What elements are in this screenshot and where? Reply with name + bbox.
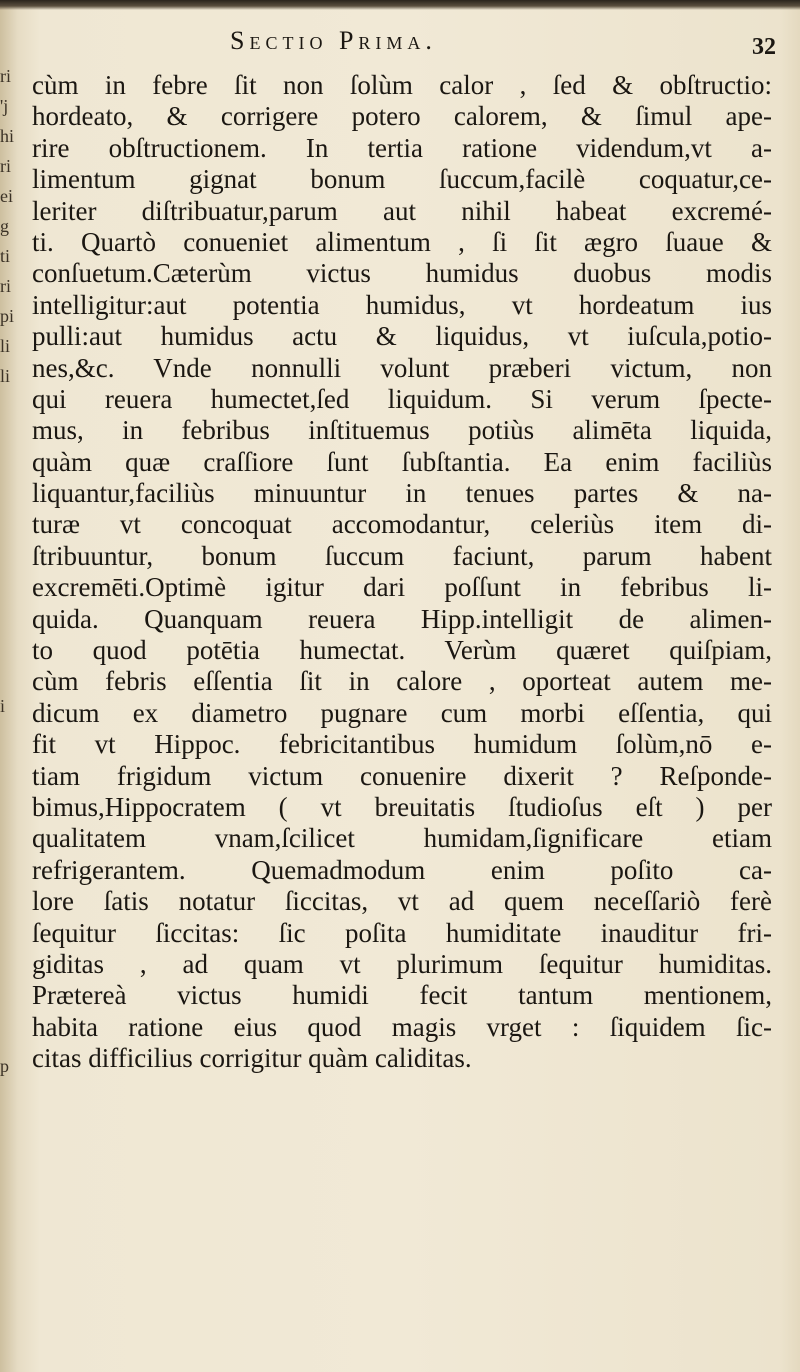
text-line: conſuetum.Cæterùm victus humidus duobus modis (32, 258, 772, 289)
text-line: quida. Quanquam reuera Hipp.intelligit de alimen- (32, 603, 772, 634)
text-line: qualitatem vnam,ſcilicet humidam,ſignificare etiam (32, 823, 772, 854)
text-line: cùm febris eſſentia ſit in calore , oporteat autem me- (32, 666, 772, 697)
text-line: quàm quæ craſſiore ſunt ſubſtantia. Ea enim faciliùs (32, 446, 772, 477)
margin-mark (0, 1110, 20, 1140)
margin-mark (0, 990, 20, 1020)
margin-mark (0, 570, 20, 600)
margin-mark (0, 540, 20, 570)
text-line: lore ſatis notatur ſiccitas, vt ad quem neceſſariò ferè (32, 886, 772, 917)
text-line: citas difficilius corrigitur quàm caliditas. (32, 1043, 472, 1074)
margin-mark (0, 390, 20, 420)
margin-mark: ei (0, 186, 13, 206)
margin-mark (0, 1260, 20, 1290)
margin-mark: ri (0, 66, 11, 86)
body-text (32, 70, 772, 1075)
margin-mark (0, 600, 20, 630)
margin-mark (0, 1230, 20, 1260)
margin-mark: li (0, 336, 11, 356)
margin-mark (0, 510, 20, 540)
margin-mark (0, 930, 20, 960)
text-line: qui reuera humectet,ſed liquidum. Si verum ſpecte- (32, 383, 772, 414)
margin-mark (0, 660, 20, 690)
text-line: rire obſtructionem. In tertia ratione videndum,vt a- (32, 132, 772, 163)
running-title: Sectio Prima. (230, 26, 437, 55)
text-line: cùm in febre ſit non ſolùm calor , ſed & obſtructio: (32, 70, 772, 100)
margin-mark (0, 1200, 20, 1230)
margin-mark (0, 420, 20, 450)
margin-mark (0, 840, 20, 870)
text-line: mus, in febribus inſtituemus potiùs alimēta liquida, (32, 415, 772, 446)
margin-mark: ti (0, 246, 11, 266)
text-line: Prætereà victus humidi fecit tantum mentionem, (32, 980, 772, 1011)
margin-mark: ri (0, 156, 11, 176)
text-line: bimus,Hippocratem ( vt breuitatis ſtudioſus eſt ) per (32, 791, 772, 822)
page-top-edge (0, 0, 800, 10)
margin-mark: p (0, 1056, 9, 1076)
text-line: giditas , ad quam vt plurimum ſequitur humiditas. (32, 948, 772, 979)
margin-mark (0, 1140, 20, 1170)
text-line: ti. Quartò conueniet alimentum , ſi ſit ægro ſuaue & (32, 226, 772, 257)
text-line: fit vt Hippoc. febricitantibus humidum ſolùm,nō e- (32, 729, 772, 760)
margin-mark (0, 810, 20, 840)
text-line: dicum ex diametro pugnare cum morbi eſſentia, qui (32, 697, 772, 728)
margin-marks (0, 60, 20, 1350)
text-line: nes,&c. Vnde nonnulli volunt præberi victum, non (32, 352, 772, 383)
text-line: excremēti.Optimè igitur dari poſſunt in febribus li- (32, 572, 772, 603)
margin-mark (0, 450, 20, 480)
text-line: ſequitur ſiccitas: ſic poſita humiditate inauditur fri- (32, 917, 772, 948)
text-line: leriter diſtribuatur,parum aut nihil habeat excremé- (32, 195, 772, 226)
margin-mark: 'j (0, 96, 9, 116)
margin-mark: g (0, 216, 9, 236)
text-line: to quod potētia humectat. Verùm quæret quiſpiam, (32, 635, 772, 666)
margin-mark (0, 780, 20, 810)
margin-mark (0, 750, 20, 780)
text-line: limentum gignat bonum ſuccum,facilè coquatur,ce- (32, 164, 772, 195)
text-line: liquantur,faciliùs minuuntur in tenues partes & na- (32, 478, 772, 509)
page-number: 32 (752, 34, 776, 60)
text-line: tiam frigidum victum conuenire dixerit ? Reſponde- (32, 760, 772, 791)
margin-mark (0, 630, 20, 660)
margin-mark (0, 480, 20, 510)
text-line: ſtribuuntur, bonum ſuccum faciunt, parum habent (32, 540, 772, 571)
text-line: habita ratione eius quod magis vrget : ſiquidem ſic- (32, 1011, 772, 1042)
margin-mark (0, 870, 20, 900)
text-line: pulli:aut humidus actu & liquidus, vt iuſcula,potio- (32, 321, 772, 352)
margin-mark: li (0, 366, 11, 386)
text-line: intelligitur:aut potentia humidus, vt hordeatum ius (32, 289, 772, 320)
margin-mark (0, 720, 20, 750)
margin-mark (0, 1080, 20, 1110)
margin-mark (0, 1020, 20, 1050)
margin-mark: pi (0, 306, 15, 326)
margin-mark: ri (0, 276, 11, 296)
text-line: refrigerantem. Quemadmodum enim poſito ca- (32, 854, 772, 885)
text-line: hordeato, & corrigere potero calorem, & ſimul ape- (32, 101, 772, 132)
margin-mark: hi (0, 126, 15, 146)
margin-mark (0, 1320, 20, 1350)
margin-mark (0, 900, 20, 930)
text-line: turæ vt concoquat accomodantur, celeriùs item di- (32, 509, 772, 540)
margin-mark (0, 960, 20, 990)
margin-mark (0, 1170, 20, 1200)
margin-mark (0, 1290, 20, 1320)
margin-mark: i (0, 696, 6, 716)
